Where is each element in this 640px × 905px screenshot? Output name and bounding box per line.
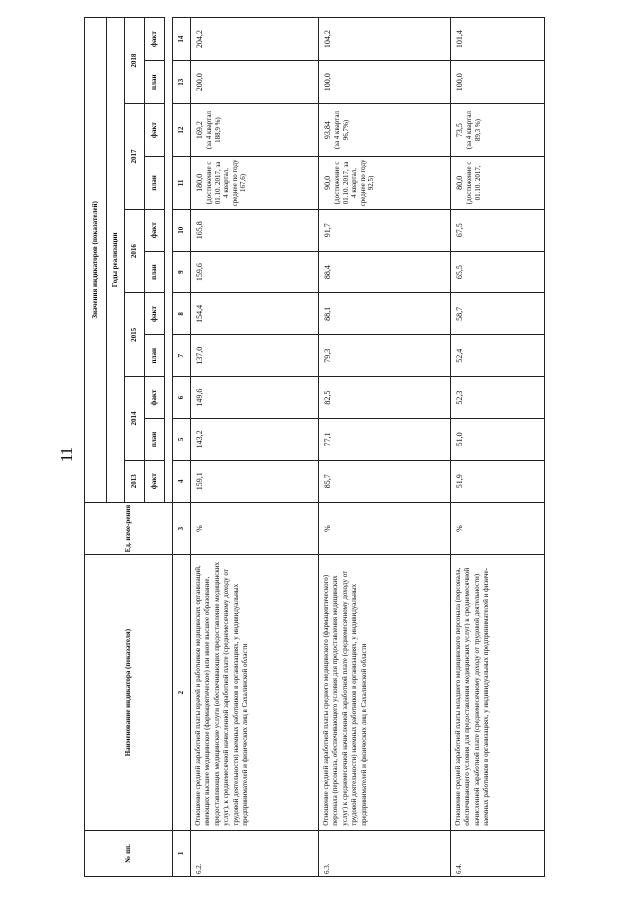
value-2018-fact: 104,2 <box>319 18 451 61</box>
value-2017-fact-note: (за 4 квартал 188,9 %) <box>205 111 222 150</box>
value-2018-plan: 200,0 <box>191 61 319 104</box>
value-2017-plan-main: 90,0 <box>323 175 332 190</box>
col-number: 2 <box>173 555 191 830</box>
value-2016-plan: 65,5 <box>451 251 545 293</box>
indicator-name: Отношение средней заработной платы младшего медицинского персонала (персонала, обеспечивающего условия для предоставления медицинских услуг) к среднемесячной начисленной заработной плате (среднемесячному доходу от трудовой деятельности) наемных работников в организациях, у индивидуальных предпринимателей и физиче- <box>451 555 545 830</box>
header-name: Наименование индикатора (показателя) <box>85 555 173 830</box>
value-2013-fact: 159,1 <box>191 460 319 502</box>
sub-plan: план <box>145 251 165 293</box>
indicators-table <box>84 17 545 877</box>
col-number: 8 <box>173 293 191 335</box>
value-2017-plan <box>191 157 319 210</box>
value-2016-fact: 67,5 <box>451 209 545 251</box>
value-2014-fact: 52,3 <box>451 377 545 419</box>
sub-fact: факт <box>145 209 165 251</box>
sub-plan: план <box>145 418 165 460</box>
row-number: 6.4. <box>451 830 545 876</box>
sub-plan: план <box>145 157 165 210</box>
value-2015-fact: 154,4 <box>191 293 319 335</box>
value-2018-plan: 100,0 <box>451 61 545 104</box>
col-number: 14 <box>173 18 191 61</box>
col-number: 4 <box>173 460 191 502</box>
value-2017-plan <box>319 157 451 210</box>
col-number: 12 <box>173 104 191 157</box>
value-2014-plan: 77,1 <box>319 418 451 460</box>
value-2017-fact <box>451 104 545 157</box>
value-2017-fact <box>319 104 451 157</box>
value-2017-plan-main: 80,0 <box>455 175 464 190</box>
value-2017-plan-note: (достижение с 01.10. 2017, за 4 квартал, среднее по году 92,5) <box>333 159 376 207</box>
value-2015-fact: 88,1 <box>319 293 451 335</box>
col-number: 11 <box>173 157 191 210</box>
year-2013: 2013 <box>125 460 145 502</box>
col-number: 7 <box>173 335 191 377</box>
header-no: № пп. <box>85 830 173 876</box>
table-row <box>319 18 451 877</box>
value-2017-fact-note: (за 4 квартал 96,7%) <box>333 111 350 150</box>
col-number: 9 <box>173 251 191 293</box>
year-2017: 2017 <box>125 104 145 210</box>
col-number: 5 <box>173 418 191 460</box>
value-2014-fact: 82,5 <box>319 377 451 419</box>
page-number: 11 <box>57 447 77 463</box>
year-2016: 2016 <box>125 209 145 293</box>
value-2017-plan <box>451 157 545 210</box>
sub-fact: факт <box>145 377 165 419</box>
value-2016-plan: 88,4 <box>319 251 451 293</box>
value-2016-fact: 165,8 <box>191 209 319 251</box>
row-number: 6.2. <box>191 830 319 876</box>
row-number: 6.3. <box>319 830 451 876</box>
value-2017-fact-main: 93,84 <box>323 121 332 140</box>
value-2017-plan-note: (достижение с 01.10. 2017, <box>465 161 482 205</box>
value-2017-fact-main: 73,5 <box>455 123 464 138</box>
header-values: Значения индикаторов (показателей) <box>85 18 107 503</box>
indicator-name: Отношение средней заработной платы среднего медицинского (фармацевтического) персонала (персонала, обеспечивающего условия для предоставления медицинских услуг) к среднемесячной начисленной заработной плате (среднемесячному доходу от трудовой деятельности) наемных работников в организациях, у индивидуальных предпринимателей и физических лиц в Сахалинской области <box>319 555 451 830</box>
sub-plan: план <box>145 61 165 104</box>
value-2015-fact: 58,7 <box>451 293 545 335</box>
value-2018-fact: 101,4 <box>451 18 545 61</box>
sub-fact: факт <box>145 104 165 157</box>
value-2014-plan: 143,2 <box>191 418 319 460</box>
value-2015-plan: 137,0 <box>191 335 319 377</box>
header-unit: Ед. изме-рения <box>85 502 173 555</box>
value-2015-plan: 79,3 <box>319 335 451 377</box>
unit: % <box>319 502 451 555</box>
year-2018: 2018 <box>125 18 145 104</box>
value-2017-plan-note: (достижение с 01.10. 2017, за 4 квартал, среднее по году 167,6) <box>205 159 248 207</box>
year-2014: 2014 <box>125 377 145 461</box>
value-2017-fact <box>191 104 319 157</box>
col-number: 10 <box>173 209 191 251</box>
sub-fact: факт <box>145 460 165 502</box>
sub-plan: план <box>145 335 165 377</box>
sub-fact: факт <box>145 293 165 335</box>
unit: % <box>191 502 319 555</box>
value-2016-plan: 159,6 <box>191 251 319 293</box>
value-2017-fact-main: 169,2 <box>195 121 204 140</box>
header-years: Годы реализации <box>107 18 125 503</box>
value-2018-plan: 100,0 <box>319 61 451 104</box>
unit: % <box>451 502 545 555</box>
value-2018-fact: 204,2 <box>191 18 319 61</box>
table-row <box>451 18 545 877</box>
sub-fact: факт <box>145 18 165 61</box>
value-2016-fact: 91,7 <box>319 209 451 251</box>
value-2013-fact: 85,7 <box>319 460 451 502</box>
table-row <box>191 18 319 877</box>
value-2014-plan: 51,0 <box>451 418 545 460</box>
value-2013-fact: 51,9 <box>451 460 545 502</box>
col-number: 1 <box>173 830 191 876</box>
value-2014-fact: 149,6 <box>191 377 319 419</box>
value-2015-plan: 52,4 <box>451 335 545 377</box>
value-2017-fact-note: (за 4 квартал 89,3 %) <box>465 111 482 150</box>
col-number: 6 <box>173 377 191 419</box>
col-number: 3 <box>173 502 191 555</box>
indicator-name: Отношение средней заработной платы врачей и работников медицинских организаций, имеющих высшее медицинское (фармацевтическое) или иное высшее образование, предоставляющих медицинские услуги (обеспечивающих предоставление медицинских услуг), к среднемесячной начисленной заработной плате (среднемесячному доходу от трудовой деятельности) наемных работников в организациях, у индивидуальных предпринимателей и физических лиц в Сахалинской области <box>191 555 319 830</box>
rotated-table-container <box>84 17 544 877</box>
value-2017-plan-main: 180,0 <box>195 173 204 192</box>
col-number: 13 <box>173 61 191 104</box>
year-2015: 2015 <box>125 293 145 377</box>
